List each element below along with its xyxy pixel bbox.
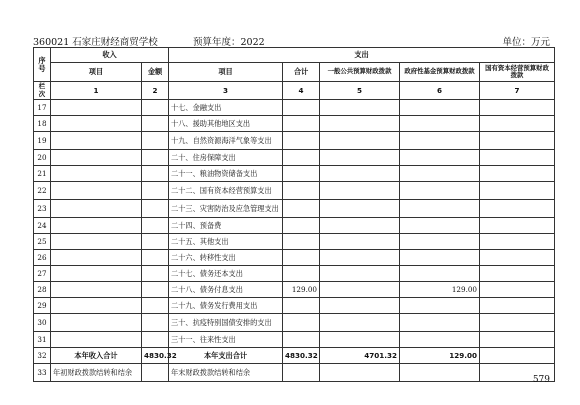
total-amount <box>283 100 320 116</box>
gov-fund-amount <box>400 182 480 200</box>
gov-fund-amount <box>400 150 480 166</box>
table-row <box>34 250 555 266</box>
row-number: 30 <box>34 314 51 332</box>
expenditure-item: 十七、金融支出 <box>169 100 283 116</box>
column-index-label: 栏次 <box>34 82 51 100</box>
expenditure-item: 二十三、灾害防治及应急管理支出 <box>169 200 283 218</box>
income-item <box>51 116 142 132</box>
budget-year: 预算年度：2022 <box>193 37 265 48</box>
gov-fund-amount <box>400 116 480 132</box>
general-budget-header: 一般公共预算财政拨款 <box>320 63 400 82</box>
column-index-1: 1 <box>51 82 142 100</box>
income-amount <box>142 298 169 314</box>
gov-fund-amount <box>400 364 480 382</box>
table-row <box>34 282 555 298</box>
expenditure-item: 二十二、国有资本经营预算支出 <box>169 182 283 200</box>
income-amount <box>142 100 169 116</box>
income-item <box>51 150 142 166</box>
income-item <box>51 314 142 332</box>
income-amount <box>142 132 169 150</box>
row-number: 18 <box>34 116 51 132</box>
gov-fund-amount <box>400 218 480 234</box>
row-number: 19 <box>34 132 51 150</box>
income-item <box>51 266 142 282</box>
table-row <box>34 266 555 282</box>
gov-fund-amount <box>400 200 480 218</box>
income-amount <box>142 282 169 298</box>
expenditure-item: 十八、援助其他地区支出 <box>169 116 283 132</box>
gov-fund-amount <box>400 166 480 182</box>
total-amount <box>283 200 320 218</box>
total-amount <box>283 132 320 150</box>
unit-label: 单位：万元 <box>502 37 550 48</box>
row-number: 23 <box>34 200 51 218</box>
soe-capital-amount <box>480 116 555 132</box>
expenditure-item: 二十七、债务还本支出 <box>169 266 283 282</box>
table-row <box>34 200 555 218</box>
total-amount: 4830.32 <box>283 348 320 364</box>
total-amount: 129.00 <box>283 282 320 298</box>
expenditure-item: 十九、自然资源海洋气象等支出 <box>169 132 283 150</box>
expenditure-item: 二十九、债务发行费用支出 <box>169 298 283 314</box>
total-amount <box>283 314 320 332</box>
income-amount <box>142 218 169 234</box>
general-budget-amount: 4701.32 <box>320 348 400 364</box>
row-number: 25 <box>34 234 51 250</box>
general-budget-amount <box>320 314 400 332</box>
total-amount <box>283 116 320 132</box>
table-row <box>34 298 555 314</box>
general-budget-amount <box>320 364 400 382</box>
income-amount <box>142 250 169 266</box>
general-budget-amount <box>320 166 400 182</box>
expenditure-item: 本年支出合计 <box>169 348 283 364</box>
soe-capital-amount <box>480 200 555 218</box>
gov-fund-amount <box>400 298 480 314</box>
row-number: 31 <box>34 332 51 348</box>
income-item <box>51 200 142 218</box>
income-item <box>51 282 142 298</box>
table-row <box>34 314 555 332</box>
column-index-2: 2 <box>142 82 169 100</box>
unit-code-name: 360021 石家庄财经商贸学校 <box>33 37 158 48</box>
table-row <box>34 348 555 364</box>
expenditure-item-header: 项目 <box>169 63 283 82</box>
gov-fund-amount <box>400 132 480 150</box>
income-amount <box>142 166 169 182</box>
expenditure-item: 年末财政拨款结转和结余 <box>169 364 283 382</box>
row-number: 26 <box>34 250 51 266</box>
expenditure-item: 二十、住房保障支出 <box>169 150 283 166</box>
expenditure-item: 二十五、其他支出 <box>169 234 283 250</box>
gov-fund-amount <box>400 332 480 348</box>
table-row <box>34 166 555 182</box>
income-item <box>51 298 142 314</box>
general-budget-amount <box>320 234 400 250</box>
row-number: 24 <box>34 218 51 234</box>
total-amount <box>283 182 320 200</box>
income-item <box>51 132 142 150</box>
income-item <box>51 332 142 348</box>
expenditure-item: 二十六、转移性支出 <box>169 250 283 266</box>
general-budget-amount <box>320 250 400 266</box>
column-index-6: 6 <box>400 82 480 100</box>
income-item <box>51 166 142 182</box>
general-budget-amount <box>320 332 400 348</box>
budget-table <box>33 47 555 382</box>
gov-fund-amount <box>400 314 480 332</box>
soe-capital-amount <box>480 132 555 150</box>
soe-capital-amount <box>480 348 555 364</box>
income-item: 本年收入合计 <box>51 348 142 364</box>
general-budget-amount <box>320 132 400 150</box>
total-amount <box>283 218 320 234</box>
table-row <box>34 364 555 382</box>
table-row <box>34 116 555 132</box>
income-header: 收入 <box>51 48 169 63</box>
expenditure-header: 支出 <box>169 48 555 63</box>
total-amount <box>283 150 320 166</box>
soe-capital-amount <box>480 282 555 298</box>
soe-capital-amount <box>480 182 555 200</box>
row-number: 17 <box>34 100 51 116</box>
income-amount: 4830.32 <box>142 348 169 364</box>
income-item <box>51 182 142 200</box>
soe-capital-amount <box>480 166 555 182</box>
row-number: 29 <box>34 298 51 314</box>
row-number: 21 <box>34 166 51 182</box>
income-amount <box>142 234 169 250</box>
soe-capital-amount <box>480 250 555 266</box>
income-amount <box>142 314 169 332</box>
row-number: 20 <box>34 150 51 166</box>
general-budget-amount <box>320 116 400 132</box>
income-amount-header: 金额 <box>142 63 169 82</box>
row-number: 27 <box>34 266 51 282</box>
expenditure-item: 二十四、预备费 <box>169 218 283 234</box>
income-item: 年初财政拨款结转和结余 <box>51 364 142 382</box>
row-number: 33 <box>34 364 51 382</box>
general-budget-amount <box>320 266 400 282</box>
general-budget-amount <box>320 282 400 298</box>
income-amount <box>142 200 169 218</box>
gov-fund-header: 政府性基金预算财政拨款 <box>400 63 480 82</box>
income-amount <box>142 150 169 166</box>
expenditure-item: 二十一、粮油物资储备支出 <box>169 166 283 182</box>
soe-capital-amount <box>480 100 555 116</box>
expenditure-item: 三十、抗疫特别国债安排的支出 <box>169 314 283 332</box>
income-amount <box>142 116 169 132</box>
column-index-3: 3 <box>169 82 283 100</box>
gov-fund-amount: 129.00 <box>400 348 480 364</box>
total-amount <box>283 332 320 348</box>
expenditure-item: 三十一、往来性支出 <box>169 332 283 348</box>
income-amount <box>142 266 169 282</box>
soe-capital-header: 国有资本经营预算财政拨款 <box>480 63 555 82</box>
soe-capital-amount <box>480 298 555 314</box>
table-row <box>34 234 555 250</box>
total-amount <box>283 250 320 266</box>
gov-fund-amount <box>400 234 480 250</box>
income-item <box>51 250 142 266</box>
column-index-7: 7 <box>480 82 555 100</box>
income-amount <box>142 182 169 200</box>
expenditure-item: 二十八、债务付息支出 <box>169 282 283 298</box>
row-number: 22 <box>34 182 51 200</box>
row-number: 32 <box>34 348 51 364</box>
gov-fund-amount <box>400 100 480 116</box>
soe-capital-amount <box>480 314 555 332</box>
general-budget-amount <box>320 182 400 200</box>
income-amount <box>142 332 169 348</box>
general-budget-amount <box>320 298 400 314</box>
table-row <box>34 332 555 348</box>
page-number: 579 <box>532 375 550 385</box>
income-item-header: 项目 <box>51 63 142 82</box>
table-row <box>34 132 555 150</box>
total-amount <box>283 364 320 382</box>
income-amount <box>142 364 169 382</box>
income-item <box>51 234 142 250</box>
total-amount <box>283 166 320 182</box>
row-number: 28 <box>34 282 51 298</box>
column-index-4: 4 <box>283 82 320 100</box>
gov-fund-amount: 129.00 <box>400 282 480 298</box>
soe-capital-amount <box>480 332 555 348</box>
general-budget-amount <box>320 150 400 166</box>
column-index-5: 5 <box>320 82 400 100</box>
general-budget-amount <box>320 100 400 116</box>
income-item <box>51 218 142 234</box>
table-row <box>34 100 555 116</box>
table-row <box>34 150 555 166</box>
gov-fund-amount <box>400 250 480 266</box>
table-row <box>34 218 555 234</box>
soe-capital-amount <box>480 234 555 250</box>
income-item <box>51 100 142 116</box>
total-header: 合计 <box>283 63 320 82</box>
seq-header: 序号 <box>34 48 51 82</box>
general-budget-amount <box>320 200 400 218</box>
soe-capital-amount <box>480 150 555 166</box>
total-amount <box>283 234 320 250</box>
general-budget-amount <box>320 218 400 234</box>
soe-capital-amount <box>480 266 555 282</box>
gov-fund-amount <box>400 266 480 282</box>
total-amount <box>283 298 320 314</box>
table-row <box>34 182 555 200</box>
total-amount <box>283 266 320 282</box>
soe-capital-amount <box>480 218 555 234</box>
